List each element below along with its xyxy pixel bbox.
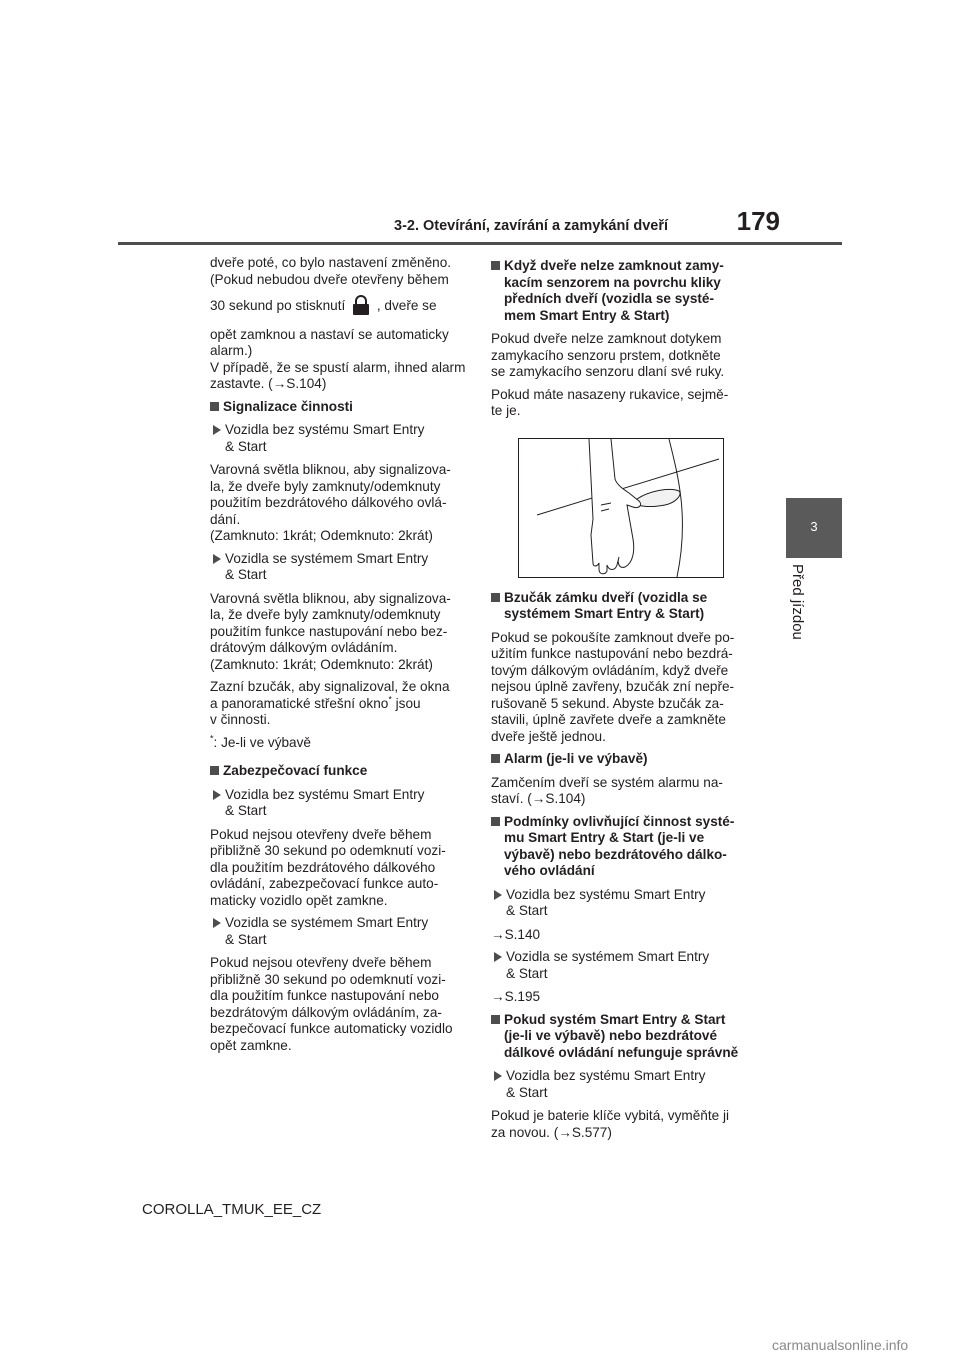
intro-text-b bbox=[210, 294, 472, 321]
triangle-bullet-icon bbox=[213, 425, 221, 435]
heading-text: Když dveře nelze zamknout zamy- kacím senzorem na povrchu kliky předních dveří (vozidla se systé- mem Smart Entry & Start) bbox=[504, 258, 724, 323]
buzzer-text-b: a panoramatické střešní okno bbox=[210, 695, 389, 711]
heading-text: Alarm (je-li ve výbavě) bbox=[504, 751, 648, 766]
paragraph: Varovná světla bliknou, aby signalizova- la, že dveře byly zamknuty/odemknuty použitím bezdrátového dálkového ovlá- dání. (Zamknuto: 1krát; Odemknuto: 2krát) bbox=[210, 462, 451, 543]
triangle-bullet-icon bbox=[494, 952, 502, 962]
square-bullet-icon bbox=[210, 402, 219, 411]
heading-text: Signalizace činnosti bbox=[223, 398, 353, 414]
paragraph: Pokud nejsou otevřeny dveře během přibližně 30 sekund po odemknutí vozi- dla použitím bezdrátového dálkového ovládání, zabezpečovací funkce auto- maticky vozidlo opět zamkne. bbox=[210, 826, 446, 908]
square-bullet-icon bbox=[210, 766, 219, 775]
bullet-text: Vozidla bez systému Smart Entry & Start bbox=[506, 1068, 706, 1100]
right-column bbox=[491, 255, 757, 1147]
heading-malfunction bbox=[491, 1012, 757, 1062]
bullet-text: Vozidla se systémem Smart Entry & Start bbox=[506, 949, 710, 981]
square-bullet-icon bbox=[491, 593, 500, 602]
chapter-tab bbox=[786, 498, 842, 558]
square-bullet-icon bbox=[491, 261, 500, 270]
paragraph: Pokud je baterie klíče vybitá, vyměňte ji za novou. (→S.577) bbox=[491, 1108, 730, 1140]
buzzer-text-d: v činnosti. bbox=[210, 712, 271, 727]
bullet-text: Vozidla se systémem Smart Entry & Start bbox=[225, 915, 429, 947]
page-number: 179 bbox=[736, 206, 780, 236]
bullet-text: Vozidla bez systému Smart Entry & Start bbox=[225, 786, 425, 818]
bullet-item bbox=[210, 787, 472, 820]
left-column bbox=[210, 255, 472, 1060]
paragraph: Pokud nejsou otevřeny dveře během přibližně 30 sekund po odemknutí vozi- dla použitím funkce nastupování nebo bezdrátovým dálkovým ovládáním, za- bezpečovací funkce automaticky vozidlo opět zamkne. bbox=[210, 955, 453, 1053]
bullet-text: Vozidla bez systému Smart Entry & Start bbox=[506, 886, 706, 918]
footnote-text: : Je-li ve výbavě bbox=[213, 734, 311, 750]
page-reference: →S.140 bbox=[491, 926, 541, 942]
paragraph: Pokud dveře nelze zamknout dotykem zamykacího senzoru prstem, dotkněte se zamykacího senzoru dlaní své ruky. bbox=[491, 331, 725, 379]
heading-signalization bbox=[210, 399, 472, 416]
heading-conditions bbox=[491, 814, 757, 880]
bullet-item bbox=[210, 551, 472, 584]
paragraph: Pokud se pokoušíte zamknout dveře po- užitím funkce nastupování nebo bezdrá- tovým dálkovým ovládáním, když dveře nejsou úplně zavřeny, bzučák zní nepře- rušovaně 5 sekund. Abyste bzučák za- stavili, úplně zavřete dveře a zamkněte dveře ještě jednou. bbox=[491, 629, 735, 744]
heading-text: Zabezpečovací funkce bbox=[223, 763, 368, 778]
document-code: COROLLA_TMUK_EE_CZ bbox=[142, 1201, 322, 1218]
heading-text: Bzučák zámku dveří (vozidla se systémem Smart Entry & Start) bbox=[504, 589, 708, 621]
buzzer-text-c: jsou bbox=[391, 695, 421, 711]
bullet-item bbox=[491, 949, 757, 982]
triangle-bullet-icon bbox=[213, 554, 221, 564]
intro-text-a: dveře poté, co bylo nastavení změněno. (Pokud nebudou dveře otevřeny během bbox=[210, 255, 452, 287]
lock-icon bbox=[351, 294, 371, 321]
square-bullet-icon bbox=[491, 754, 500, 763]
bullet-item bbox=[491, 1068, 757, 1101]
footnote-mark: * bbox=[210, 732, 214, 743]
paragraph: Varovná světla bliknou, aby signalizova- la, že dveře byly zamknuty/odemknuty použitím funkce nastupování nebo bez- drátovým dálkovým ovládáním. (Zamknuto: 1krát; Odemknuto: 2krát) bbox=[210, 590, 451, 672]
heading-security bbox=[210, 763, 472, 780]
buzzer-text-a: Zazní bzučák, aby signalizoval, že okna bbox=[210, 679, 450, 694]
bullet-item bbox=[491, 887, 757, 920]
bullet-text: Vozidla se systémem Smart Entry & Start bbox=[225, 550, 429, 582]
intro-text-c: opět zamknou a nastaví se automaticky alarm.) V případě, že se spustí alarm, ihned alarm zastavte. (→S.104) bbox=[210, 326, 466, 391]
heading-alarm bbox=[491, 751, 757, 768]
buzzer-paragraph bbox=[210, 679, 472, 729]
chapter-label: Před jízdou bbox=[789, 564, 806, 640]
paragraph: Pokud máte nasazeny rukavice, sejmě- te je. bbox=[491, 386, 729, 418]
bullet-text: Vozidla bez systému Smart Entry & Start bbox=[225, 422, 425, 454]
triangle-bullet-icon bbox=[213, 918, 221, 928]
heading-text: Pokud systém Smart Entry & Start (je-li ve výbavě) nebo bezdrátové dálkové ovládání nefunguje správně bbox=[504, 1011, 739, 1060]
bullet-item bbox=[210, 422, 472, 455]
triangle-bullet-icon bbox=[494, 1071, 502, 1081]
footnote bbox=[210, 732, 472, 752]
section-title: 3-2. Otevírání, zavírání a zamykání dveří bbox=[394, 218, 669, 234]
heading-buzzer bbox=[491, 590, 757, 623]
page-reference: →S.195 bbox=[491, 989, 541, 1004]
square-bullet-icon bbox=[491, 817, 500, 826]
bullet-item bbox=[210, 915, 472, 948]
intro-text-b-before: 30 sekund po stisknutí bbox=[210, 298, 346, 313]
square-bullet-icon bbox=[491, 1015, 500, 1024]
heading-lock-sensor bbox=[491, 258, 757, 324]
paragraph: Zamčením dveří se systém alarmu na- staví. (→S.104) bbox=[491, 774, 723, 806]
triangle-bullet-icon bbox=[494, 890, 502, 900]
chapter-number: 3 bbox=[810, 519, 818, 534]
triangle-bullet-icon bbox=[213, 790, 221, 800]
header-rule bbox=[118, 242, 842, 245]
footnote-mark: * bbox=[388, 693, 392, 704]
heading-text: Podmínky ovlivňující činnost systé- mu Smart Entry & Start (je-li ve výbavě) nebo bezdrátového dálko- vého ovládání bbox=[504, 813, 735, 878]
intro-text-b-after: , dveře se bbox=[376, 298, 437, 313]
watermark: carmanualsonline.info bbox=[772, 1337, 909, 1353]
hand-on-door-handle-illustration bbox=[518, 438, 724, 578]
